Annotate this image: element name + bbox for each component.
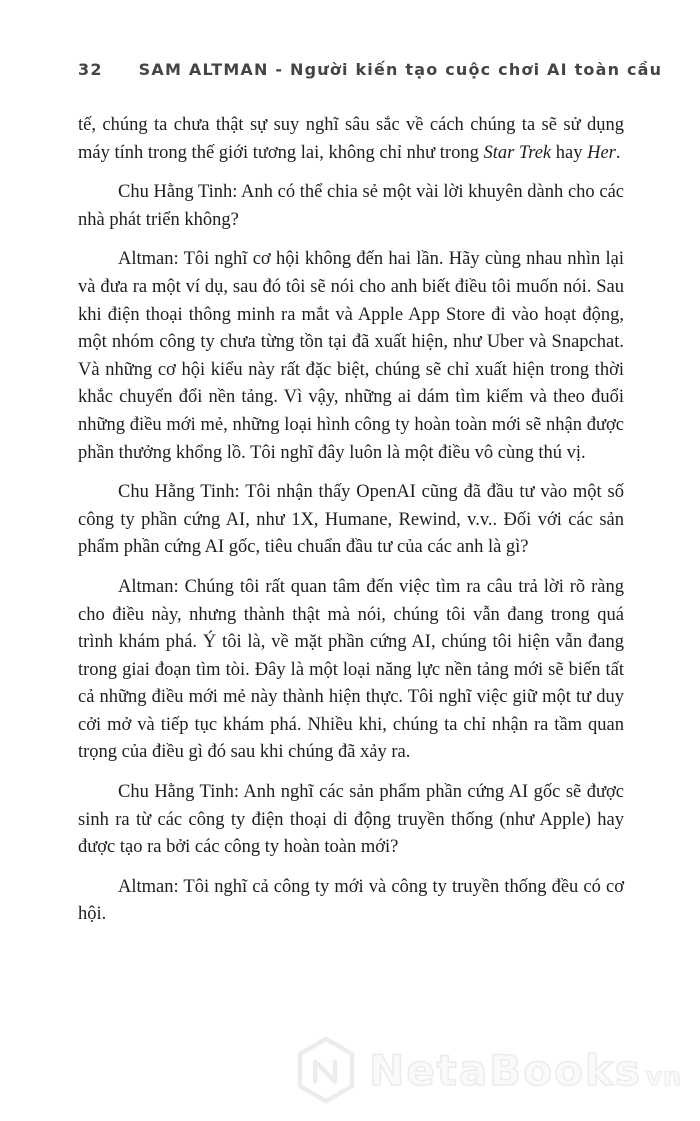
paragraph (78, 574, 624, 767)
text-run: Altman: Tôi nghĩ cơ hội không đến hai lần. Hãy cùng nhau nhìn lại và đưa ra một ví dụ, sau đó tôi sẽ nói cho anh biết điều tôi muốn nói. Sau khi điện thoại thông minh ra mắt và Apple App Store đi vào hoạt động, một nhóm công ty chưa từng tồn tại đã xuất hiện, như Uber và Snapchat. Và những cơ hội kiểu này rất đặc biệt, chúng sẽ chỉ xuất hiện trong thời khắc chuyển đổi nền tảng. Vì vậy, những ai dám tìm kiếm và theo đuổi những điều mới mẻ, những loại hình công ty hoàn toàn mới sẽ nhận được phần thưởng khổng lồ. Tôi nghĩ đây luôn là một điều vô cùng thú vị. (78, 249, 624, 463)
text-run: tế, chúng ta chưa thật sự suy nghĩ sâu sắc về cách chúng ta sẽ sử dụng máy tính trong thế giới tương lai, không chỉ như trong (78, 115, 624, 163)
netabooks-hexagon-logo (293, 1035, 359, 1105)
text-run: hay (551, 142, 588, 163)
paragraph (78, 246, 624, 467)
text-run: Chu Hằng Tinh: Anh nghĩ các sản phẩm phần cứng AI gốc sẽ được sinh ra từ các công ty điện thoại di động truyền thống (như Apple) hay được tạo ra bởi các công ty hoàn toàn mới? (78, 782, 624, 858)
running-title: SAM ALTMAN - Người kiến tạo cuộc chơi AI toàn cầu (138, 60, 663, 79)
paragraph (78, 179, 624, 234)
text-run: . (615, 142, 621, 163)
text-run: Chu Hằng Tinh: Anh có thể chia sẻ một vài lời khuyên dành cho các nhà phát triển không? (78, 182, 624, 230)
italic-text-run: Star Trek (483, 142, 552, 163)
paragraph (78, 779, 624, 862)
page-number: 32 (78, 60, 103, 79)
paragraph (78, 874, 624, 929)
text-run: Altman: Chúng tôi rất quan tâm đến việc tìm ra câu trả lời rõ ràng cho điều này, nhưng thành thật mà nói, chúng tôi vẫn đang trong quá trình khám phá. Ý tôi là, về mặt phần cứng AI, chúng tôi hiện vẫn đang trong giai đoạn tìm tòi. Đây là một loại năng lực nền tảng mới sẽ biến tất cả những điều mới mẻ này thành hiện thực. Tôi nghĩ việc giữ một tư duy cởi mở và tiếp tục khám phá. Nhiều khi, chúng ta chỉ nhận ra tầm quan trọng của điều gì đó sau khi chúng đã xảy ra. (78, 576, 624, 763)
paragraph (78, 112, 624, 167)
watermark-brand-text: NetaBooks (369, 1045, 642, 1095)
text-run: Altman: Tôi nghĩ cả công ty mới và công ty truyền thống đều có cơ hội. (78, 876, 624, 925)
text-run: Chu Hằng Tinh: Tôi nhận thấy OpenAI cũng đã đầu tư vào một số công ty phần cứng AI, như 1X, Humane, Rewind, v.v.. Đối với các sản phẩm phần cứng AI gốc, tiêu chuẩn đầu tư của các anh là gì? (78, 482, 624, 558)
italic-text-run: Her (587, 142, 616, 163)
watermark (293, 1035, 682, 1105)
paragraph (78, 479, 624, 562)
running-header (78, 60, 663, 79)
watermark-tld-text: vn (645, 1061, 682, 1091)
page-body (78, 112, 624, 941)
